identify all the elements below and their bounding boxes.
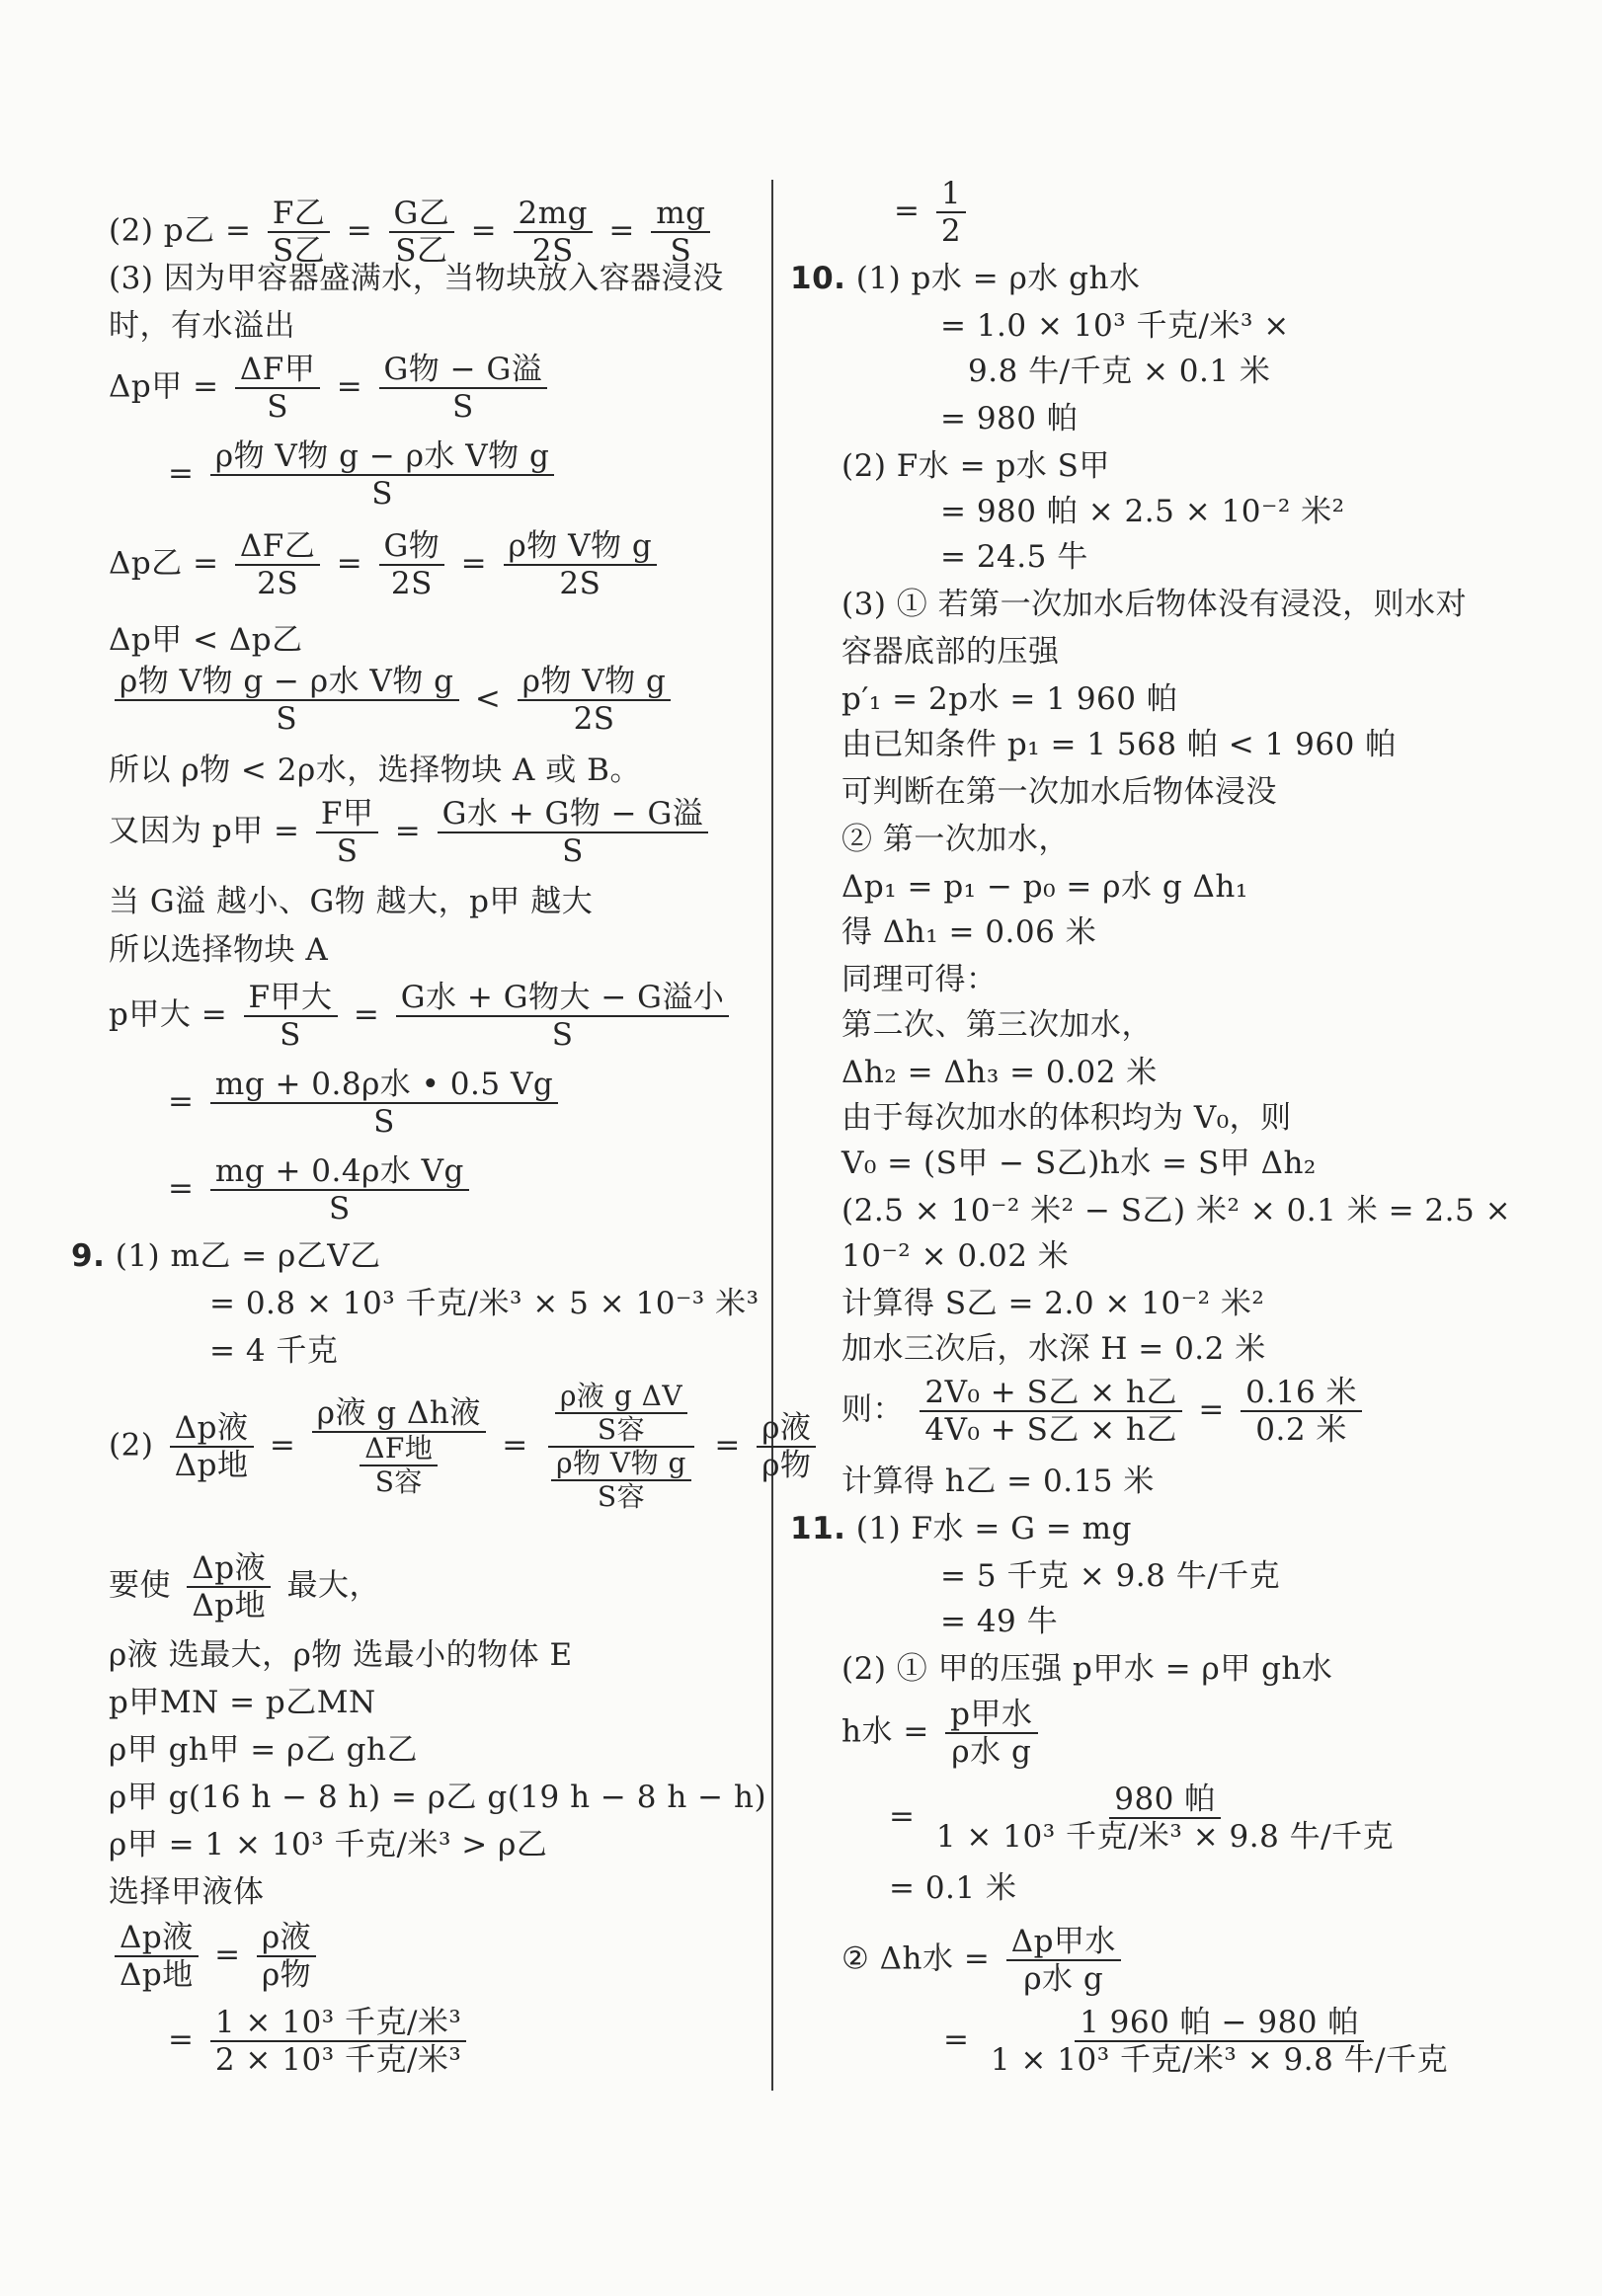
- fraction: [312, 1395, 486, 1498]
- left-line-12: 所以选择物块 A: [109, 932, 329, 968]
- left-line-27: [109, 1920, 322, 1993]
- fraction: [1241, 1375, 1362, 1448]
- text: =: [168, 1170, 195, 1207]
- fraction: [316, 796, 379, 869]
- denominator: [544, 1448, 698, 1513]
- text: =: [168, 2021, 195, 2058]
- denominator: 2S: [390, 566, 433, 601]
- right-line-7: = 980 帕 × 2.5 × 10⁻² 米²: [940, 494, 1345, 529]
- numerator: ΔF甲: [235, 352, 320, 389]
- text: =: [353, 996, 380, 1033]
- denominator: 0.2 米: [1255, 1412, 1347, 1448]
- question-number: 9.: [71, 1238, 106, 1274]
- text: 则：: [841, 1391, 904, 1428]
- denominator: S容: [374, 1465, 423, 1498]
- numerator: 0.16 米: [1241, 1375, 1362, 1412]
- fraction: [244, 980, 338, 1053]
- right-line-23: 10⁻² × 0.02 米: [841, 1238, 1070, 1274]
- right-line-25: 加水三次后，水深 H = 0.2 米: [841, 1331, 1266, 1367]
- right-line-18: 第二次、第三次加水，: [841, 1007, 1153, 1043]
- text: =: [394, 813, 422, 849]
- right-line-5: = 980 帕: [940, 401, 1079, 436]
- numerator: G物: [379, 528, 445, 566]
- text: =: [502, 1427, 528, 1464]
- left-line-13: [109, 980, 735, 1053]
- numerator: ρ液: [257, 1920, 316, 1957]
- denominator: S: [373, 1104, 395, 1140]
- left-line-10: [109, 796, 714, 869]
- text: =: [214, 1937, 241, 1973]
- text: Δp甲 =: [109, 368, 219, 405]
- fraction: [235, 352, 320, 425]
- fraction: [518, 664, 672, 737]
- left-line-28: [168, 2005, 472, 2078]
- fraction: [115, 1920, 199, 1993]
- left-line-17: = 0.8 × 10³ 千克/米³ × 5 × 10⁻³ 米³: [209, 1286, 760, 1321]
- text: p甲大 =: [109, 996, 228, 1033]
- fraction: [920, 1375, 1182, 1448]
- text: =: [894, 193, 921, 229]
- right-line-29: = 5 千克 × 9.8 牛/千克: [940, 1558, 1281, 1594]
- question-9: [71, 1236, 381, 1276]
- text: =: [346, 212, 373, 249]
- right-line-33: [889, 1781, 1404, 1855]
- denominator: ρ水 g: [1023, 1961, 1104, 1997]
- right-line-26: [841, 1375, 1368, 1448]
- right-line-36: [943, 2005, 1459, 2078]
- numerator: Δp甲水: [1006, 1924, 1121, 1961]
- fraction: [551, 1448, 691, 1513]
- denominator: 2 × 10³ 千克/米³: [214, 2042, 462, 2078]
- question-11: [790, 1509, 1132, 1548]
- denominator: Δp地: [192, 1588, 267, 1623]
- left-line-4: [109, 352, 553, 425]
- fraction: [936, 176, 966, 249]
- numerator: G乙: [389, 196, 455, 233]
- denominator: S: [452, 389, 474, 425]
- denominator: 2S: [573, 701, 615, 737]
- left-line-11: 当 G溢 越小、G物 越大，p甲 越大: [109, 884, 594, 919]
- fraction: [438, 796, 709, 869]
- fraction: [389, 196, 455, 269]
- denominator: 2S: [531, 233, 574, 269]
- numerator: ρ物 V物 g: [518, 664, 672, 701]
- left-line-15: [168, 1153, 475, 1227]
- denominator: S容: [597, 1413, 646, 1446]
- text: =: [168, 1083, 195, 1120]
- text: ② Δh水 =: [841, 1940, 991, 1977]
- fraction: [986, 2005, 1453, 2078]
- right-line-1: [894, 176, 972, 249]
- denominator: S: [551, 1017, 574, 1053]
- right-line-12: 由已知条件 p₁ = 1 568 帕 < 1 960 帕: [841, 727, 1397, 762]
- right-line-6: (2) F水 = p水 S甲: [841, 448, 1110, 484]
- fraction: [360, 1433, 438, 1498]
- numerator: 980 帕: [1109, 1781, 1221, 1819]
- text: =: [336, 368, 363, 405]
- numerator: 1: [936, 176, 966, 213]
- left-line-9: 所以 ρ物 < 2ρ水，选择物块 A 或 B。: [109, 752, 641, 788]
- right-line-15: Δp₁ = p₁ − p₀ = ρ水 g Δh₁: [841, 869, 1248, 905]
- text: =: [889, 1798, 916, 1835]
- text: (1) p水 = ρ水 gh水: [855, 261, 1141, 296]
- fraction: [514, 196, 593, 269]
- fraction: [210, 2005, 467, 2078]
- numerator: G水 + G物 − G溢: [438, 796, 709, 833]
- text: 又因为 p甲 =: [109, 813, 300, 849]
- text: =: [470, 212, 498, 249]
- left-line-23: ρ甲 gh甲 = ρ乙 gh乙: [109, 1732, 418, 1768]
- numerator: F乙: [268, 196, 331, 233]
- denominator: 2S: [257, 566, 299, 601]
- fraction: [170, 1410, 254, 1483]
- right-line-9: (3) ① 若第一次加水后物体没有浸没，则水对: [841, 587, 1468, 622]
- numerator: ρ物 V物 g: [551, 1448, 691, 1481]
- left-line-7: Δp甲 < Δp乙: [109, 622, 303, 658]
- left-line-3: 时，有水溢出: [109, 308, 295, 344]
- denominator: S容: [597, 1480, 646, 1513]
- fraction: [235, 528, 320, 601]
- fraction: [257, 1920, 316, 1993]
- fraction: [379, 528, 445, 601]
- right-line-17: 同理可得：: [841, 962, 998, 997]
- denominator: 1 × 10³ 千克/米³ × 9.8 牛/千克: [990, 2042, 1449, 2078]
- left-line-14: [168, 1067, 564, 1140]
- denominator: [353, 1433, 444, 1498]
- text: 要使: [109, 1567, 171, 1604]
- numerator: mg + 0.8ρ水 • 0.5 Vg: [210, 1067, 558, 1104]
- fraction: [268, 196, 331, 269]
- text: h水 =: [841, 1713, 929, 1750]
- text: =: [608, 212, 635, 249]
- left-line-1: [109, 196, 716, 269]
- right-line-16: 得 Δh₁ = 0.06 米: [841, 914, 1097, 950]
- text: =: [168, 455, 195, 492]
- left-line-5: [168, 438, 560, 512]
- fraction: [651, 196, 710, 269]
- numerator: Δp液: [115, 1920, 199, 1957]
- right-line-13: 可判断在第一次加水后物体浸没: [841, 774, 1277, 810]
- denominator: S: [562, 833, 584, 869]
- fraction: [945, 1697, 1037, 1770]
- column-divider: [771, 180, 773, 2091]
- denominator: 2S: [559, 566, 601, 601]
- numerator: 2mg: [514, 196, 593, 233]
- right-line-4: 9.8 牛/千克 × 0.1 米: [968, 354, 1271, 389]
- numerator: [548, 1381, 694, 1448]
- right-line-8: = 24.5 牛: [940, 539, 1088, 575]
- right-line-27: 计算得 h乙 = 0.15 米: [841, 1464, 1155, 1499]
- right-line-11: p′₁ = 2p水 = 1 960 帕: [841, 681, 1178, 717]
- numerator: ρ液 g Δh液: [312, 1395, 486, 1433]
- right-line-14: ② 第一次加水，: [841, 822, 1070, 857]
- numerator: ρ物 V物 g − ρ水 V物 g: [210, 438, 555, 476]
- numerator: mg + 0.4ρ水 Vg: [210, 1153, 469, 1191]
- numerator: ρ液 g ΔV: [555, 1381, 687, 1414]
- numerator: ΔF地: [360, 1433, 438, 1466]
- numerator: F甲: [316, 796, 379, 833]
- numerator: 1 960 帕 − 980 帕: [1075, 2005, 1364, 2042]
- fraction: [210, 1153, 469, 1227]
- text: =: [269, 1427, 296, 1464]
- denominator: S: [267, 389, 288, 425]
- denominator: 1 × 10³ 千克/米³ × 9.8 牛/千克: [935, 1819, 1395, 1855]
- left-line-22: p甲MN = p乙MN: [109, 1685, 376, 1720]
- fraction: [210, 1067, 558, 1140]
- left-line-24: ρ甲 g(16 h − 8 h) = ρ乙 g(19 h − 8 h − h): [109, 1780, 767, 1815]
- numerator: ρ物 V物 g: [504, 528, 658, 566]
- fraction: [504, 528, 658, 601]
- right-line-35: [841, 1924, 1127, 1997]
- numerator: mg: [651, 196, 710, 233]
- left-line-18: = 4 千克: [209, 1333, 339, 1369]
- right-line-20: 由于每次加水的体积均为 V₀，则: [841, 1100, 1292, 1136]
- fraction: [396, 980, 730, 1053]
- numerator: F甲大: [244, 980, 338, 1017]
- right-line-24: 计算得 S乙 = 2.0 × 10⁻² 米²: [841, 1286, 1265, 1321]
- right-line-21: V₀ = (S甲 − S乙)h水 = S甲 Δh₂: [841, 1146, 1317, 1181]
- denominator: ρ物: [261, 1957, 312, 1993]
- denominator: 4V₀ + S乙 × h乙: [924, 1412, 1177, 1448]
- fraction: [115, 664, 459, 737]
- fraction: [210, 438, 555, 512]
- text: (1) F水 = G = mg: [855, 1511, 1132, 1546]
- left-line-19: [109, 1381, 822, 1513]
- fraction: [379, 352, 548, 425]
- fraction: [1006, 1924, 1121, 1997]
- text: 最大，: [286, 1567, 380, 1604]
- numerator: G水 + G物大 − G溢小: [396, 980, 730, 1017]
- denominator: S: [670, 233, 692, 269]
- right-line-3: = 1.0 × 10³ 千克/米³ ×: [940, 308, 1290, 344]
- text: =: [714, 1427, 741, 1464]
- left-line-8: [109, 664, 677, 737]
- fraction: [555, 1381, 687, 1446]
- text: (2) p: [109, 212, 185, 249]
- denominator: S: [276, 701, 298, 737]
- right-line-22: (2.5 × 10⁻² 米² − S乙) 米² × 0.1 米 = 2.5 ×: [841, 1193, 1512, 1228]
- denominator: Δp地: [120, 1957, 194, 1993]
- right-line-19: Δh₂ = Δh₃ = 0.02 米: [841, 1055, 1158, 1090]
- right-line-31: (2) ① 甲的压强 p甲水 = ρ甲 gh水: [841, 1651, 1333, 1687]
- text: 乙 =: [184, 212, 252, 249]
- text: =: [1198, 1391, 1225, 1428]
- denominator: S: [280, 1017, 301, 1053]
- numerator: ΔF乙: [235, 528, 320, 566]
- fraction: [544, 1381, 698, 1513]
- left-line-21: ρ液 选最大，ρ物 选最小的物体 E: [109, 1637, 573, 1673]
- text: Δp乙 =: [109, 545, 219, 582]
- fraction: [757, 1410, 816, 1483]
- numerator: Δp液: [187, 1550, 271, 1588]
- right-line-30: = 49 牛: [940, 1604, 1059, 1639]
- right-line-10: 容器底部的压强: [841, 634, 1060, 670]
- denominator: S乙: [395, 233, 448, 269]
- numerator: ρ液: [757, 1410, 816, 1448]
- denominator: ρ水 g: [951, 1734, 1032, 1770]
- numerator: G物 − G溢: [379, 352, 548, 389]
- question-number: 10.: [790, 261, 846, 296]
- left-line-20: [109, 1550, 380, 1623]
- text: (2): [109, 1427, 154, 1464]
- fraction: [931, 1781, 1399, 1855]
- left-line-6: [109, 528, 663, 601]
- denominator: S: [328, 1191, 351, 1227]
- text: =: [336, 545, 363, 582]
- left-line-25: ρ甲 = 1 × 10³ 千克/米³ > ρ乙: [109, 1827, 548, 1862]
- denominator: Δp地: [174, 1448, 249, 1483]
- denominator: S: [371, 476, 393, 512]
- text: <: [474, 680, 502, 717]
- text: =: [460, 545, 488, 582]
- question-10: [790, 259, 1140, 298]
- numerator: 2V₀ + S乙 × h乙: [920, 1375, 1182, 1412]
- left-line-2: (3) 因为甲容器盛满水，当物块放入容器浸没: [109, 261, 724, 296]
- right-line-34: = 0.1 米: [889, 1870, 1017, 1906]
- numerator: ρ物 V物 g − ρ水 V物 g: [115, 664, 459, 701]
- text: =: [943, 2021, 970, 2058]
- question-number: 11.: [790, 1511, 846, 1546]
- denominator: S: [336, 833, 359, 869]
- numerator: p甲水: [945, 1697, 1037, 1734]
- numerator: Δp液: [170, 1410, 254, 1448]
- right-line-32: [841, 1697, 1044, 1770]
- numerator: 1 × 10³ 千克/米³: [210, 2005, 467, 2042]
- left-line-26: 选择甲液体: [109, 1874, 265, 1910]
- denominator: ρ物: [761, 1448, 812, 1483]
- denominator: S乙: [272, 233, 326, 269]
- text: (1) m乙 = ρ乙V乙: [115, 1238, 381, 1274]
- fraction: [187, 1550, 271, 1623]
- denominator: 2: [940, 213, 962, 249]
